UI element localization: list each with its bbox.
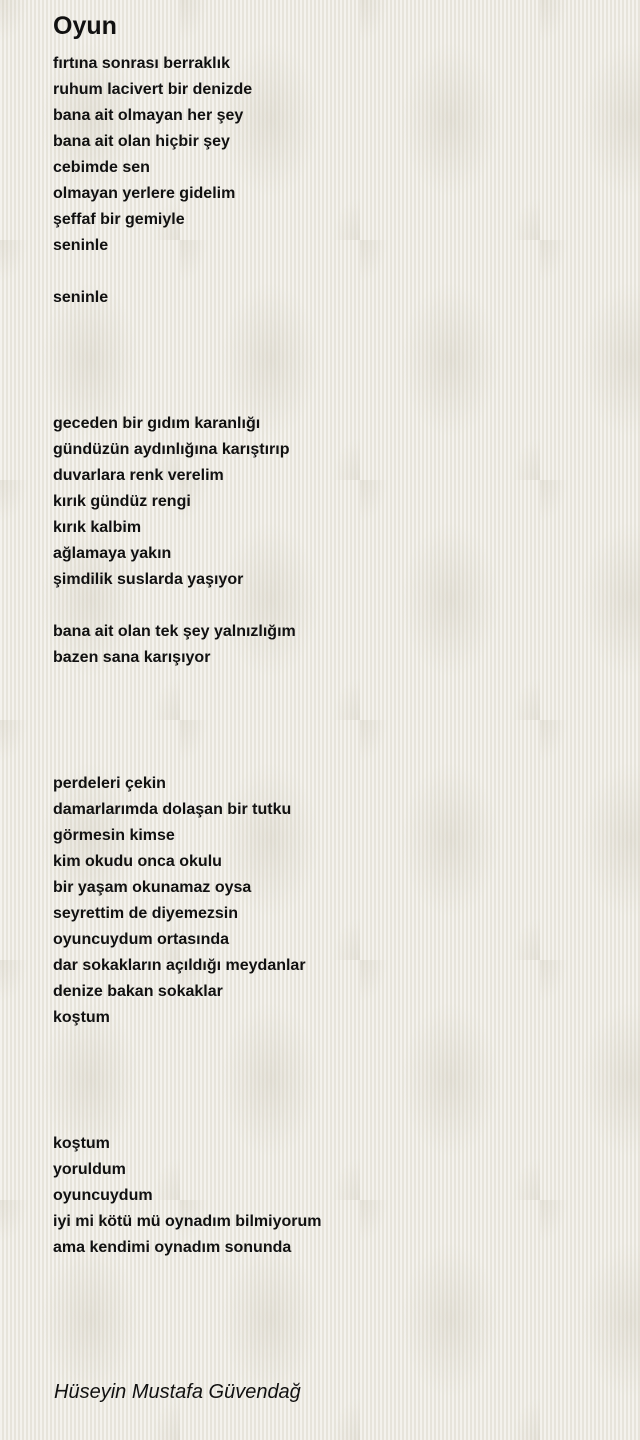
poem-line: seninle <box>53 289 109 306</box>
poem-line: koştum <box>53 1135 110 1152</box>
poem-line: seyrettim de diyemezsin <box>53 905 238 922</box>
poem-line: seninle <box>53 237 109 254</box>
poem-line: perdeleri çekin <box>53 775 166 792</box>
stanza-6 <box>53 1131 321 1261</box>
poem-line: gündüzün aydınlığına karıştırıp <box>53 441 290 458</box>
poem-line: şeffaf bir gemiyle <box>53 211 185 228</box>
poem-line: duvarlara renk verelim <box>53 467 224 484</box>
poem-line: bana ait olan hiçbir şey <box>53 133 230 150</box>
poem-title: Oyun <box>53 12 117 40</box>
poem-line: damarlarımda dolaşan bir tutku <box>53 801 292 818</box>
poem-line: bazen sana karışıyor <box>53 649 211 666</box>
poem-line: oyuncuydum ortasında <box>53 931 230 948</box>
poem-line: kırık kalbim <box>53 519 142 536</box>
stanza-4 <box>53 619 296 671</box>
stanza-2 <box>53 285 108 311</box>
poem-line: yoruldum <box>53 1161 126 1178</box>
poem-line: bana ait olan tek şey yalnızlığım <box>53 623 296 640</box>
poem-line: bir yaşam okunamaz oysa <box>53 879 252 896</box>
poem-line: ağlamaya yakın <box>53 545 172 562</box>
poem-line: oyuncuydum <box>53 1187 153 1204</box>
poem-line: dar sokakların açıldığı meydanlar <box>53 957 306 974</box>
poem-line: ama kendimi oynadım sonunda <box>53 1239 292 1256</box>
stanza-3 <box>53 411 289 593</box>
poem-author: Hüseyin Mustafa Güvendağ <box>54 1381 301 1403</box>
poem-line: geceden bir gıdım karanlığı <box>53 415 261 432</box>
poem-line: olmayan yerlere gidelim <box>53 185 236 202</box>
poem-line: bana ait olmayan her şey <box>53 107 244 124</box>
poem-line: kırık gündüz rengi <box>53 493 191 510</box>
poem-line: şimdilik suslarda yaşıyor <box>53 571 244 588</box>
poem-line: iyi mi kötü mü oynadım bilmiyorum <box>53 1213 322 1230</box>
poem-line: görmesin kimse <box>53 827 175 844</box>
poem-line: denize bakan sokaklar <box>53 983 223 1000</box>
poem-line: fırtına sonrası berraklık <box>53 55 230 72</box>
stanza-1 <box>53 51 252 259</box>
stanza-5 <box>53 771 306 1031</box>
poem-line: ruhum lacivert bir denizde <box>53 81 253 98</box>
poem-line: cebimde sen <box>53 159 150 176</box>
poem-line: koştum <box>53 1009 110 1026</box>
poem-line: kim okudu onca okulu <box>53 853 222 870</box>
